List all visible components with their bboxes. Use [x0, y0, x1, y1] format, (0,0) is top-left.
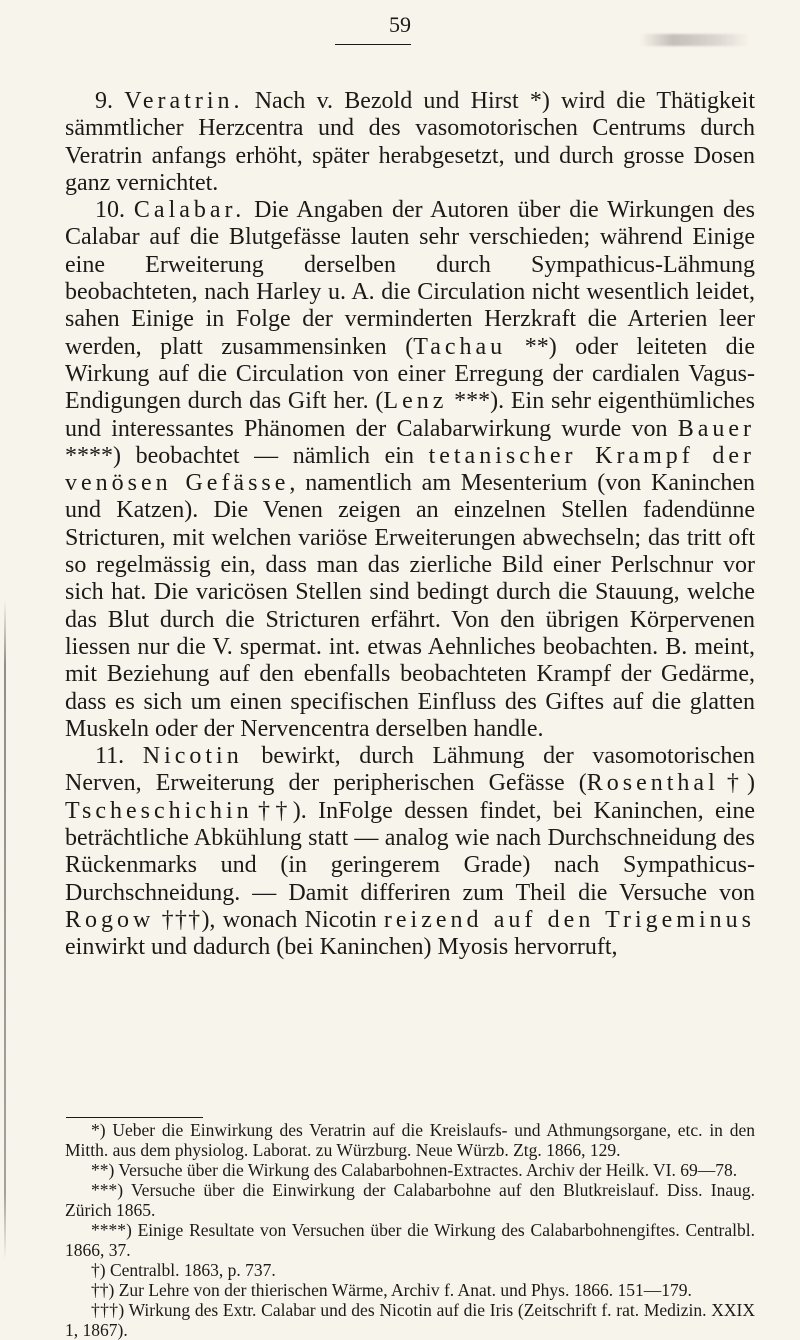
footnote: †††) Wirkung des Extr. Calabar und des Nicotin auf die Iris (Zeitschrift f. rat. Medizin. XXIX 1, 1867).	[65, 1300, 755, 1340]
footnote: ††) Zur Lehre von der thierischen Wärme, Archiv f. Anat. und Phys. 1866. 151—179.	[91, 1280, 692, 1300]
paragraph-calabar: 10. Calabar. Die Angaben der Autoren über die Wirkungen des Calabar auf die Blutgefässe lauten sehr verschieden; während Einige eine Erweiterung derselben durch Sympathicus-Lähmung beobachteten, nach Harley u. A. die Circulation nicht wesentlich leidet, sahen Einige in Folge der verminderten Herzkraft die Arterien leer werden, platt zusammensinken (Tachau **) oder leiteten die Wirkung auf die Circulation von einer Erregung der cardialen Vagus-Endigungen durch das Gift her. (Lenz ***). Ein sehr eigenthümliches und interessantes Phänomen der Calabarwirkung wurde von Bauer ****) beobachtet — nämlich ein tetanischer Krampf der venösen Gefässe, namentlich am Mesenterium (von Kaninchen und Katzen). Die Venen zeigen an einzelnen Stellen fadendünne Stricturen, mit welchen variöse Erweiterungen abwechseln; das tritt oft so regelmässig ein, dass man das zierliche Bild einer Perlschnur vor sich hat. Die varicösen Stellen sind bedingt durch die Stauung, welche das Blut durch die Stricturen erfährt. Von den übrigen Körpervenen liessen nur die V. spermat. int. etwas Aehnliches beobachten. B. meint, mit Beziehung auf den ebenfalls beobachteten Krampf der Gedärme, dass es sich um einen specifischen Einfluss des Giftes auf die glatten Muskeln oder der Nervencentra derselben handle.	[65, 197, 756, 742]
term-nicotin: Nicotin	[142, 743, 243, 770]
author-tscheschichin: Tscheschichin	[65, 797, 253, 824]
author-lenz: Lenz	[383, 388, 448, 415]
footnotes	[65, 1120, 755, 1340]
emphasis-tetanischer-krampf: tetanischer Krampf der venösen Gefässe	[65, 442, 755, 497]
footnote: **) Versuche über die Wirkung des Calabarbohnen-Extractes. Archiv der Heilk. VI. 69—78.	[91, 1160, 738, 1180]
author-rogow: Rogow	[65, 906, 155, 933]
term-veratrin: Veratrin.	[124, 88, 244, 114]
page-number: 59	[389, 12, 411, 37]
header-rule	[335, 44, 411, 45]
header-smudge	[640, 34, 750, 46]
footnote: †) Centralbl. 1863, p. 737.	[91, 1260, 276, 1280]
term-calabar: Calabar.	[133, 197, 246, 224]
paragraph-veratrin: 9. Veratrin. Nach v. Bezold und Hirst *) wird die Thätigkeit sämmtlicher Herzcentra und des vasomotorischen Centrums durch Veratrin anfangs erhöht, später herabgesetzt, und durch grosse Dosen ganz vernichtet.	[65, 88, 755, 196]
author-tachau: Tachau	[413, 333, 507, 360]
footnote: ****) Einige Resultate von Versuchen über die Wirkung des Calabarbohnengiftes. Centralbl. 1866, 37.	[65, 1220, 755, 1260]
emphasis-reizend-trigeminus: reizend auf den Trigeminus	[383, 906, 755, 933]
footnote-rule	[66, 1117, 203, 1118]
footnote: ***) Versuche über die Einwirkung der Calabarbohne auf den Blutkreislauf. Diss. Inaug. Zürich 1865.	[65, 1180, 755, 1220]
paragraph-nicotin: 11. Nicotin bewirkt, durch Lähmung der vasomotorischen Nerven, Erweiterung der peripherischen Gefässe (Rosenthal†) Tscheschichin††). InFolge dessen findet, bei Kaninchen, eine beträchtliche Abkühlung statt — analog wie nach Durchschneidung des Rückenmarks und (in geringerem Grade) nach Sympathicus-Durchschneidung. — Damit differiren zum Theil die Versuche von Rogow †††), wonach Nicotin reizend auf den Trigeminus einwirkt und dadurch (bei Kaninchen) Myosis hervorruft,	[65, 743, 756, 961]
author-bauer: Bauer	[677, 415, 755, 442]
binding-edge-line	[4, 600, 6, 1260]
body-text	[65, 88, 755, 962]
author-rosenthal: Rosenthal	[586, 770, 719, 797]
footnote: *) Ueber die Einwirkung des Veratrin auf die Kreislaufs- und Athmungsorgane, etc. in den Mitth. aus dem physiolog. Laborat. zu Würzburg. Neue Würzb. Ztg. 1866, 129.	[65, 1120, 755, 1160]
